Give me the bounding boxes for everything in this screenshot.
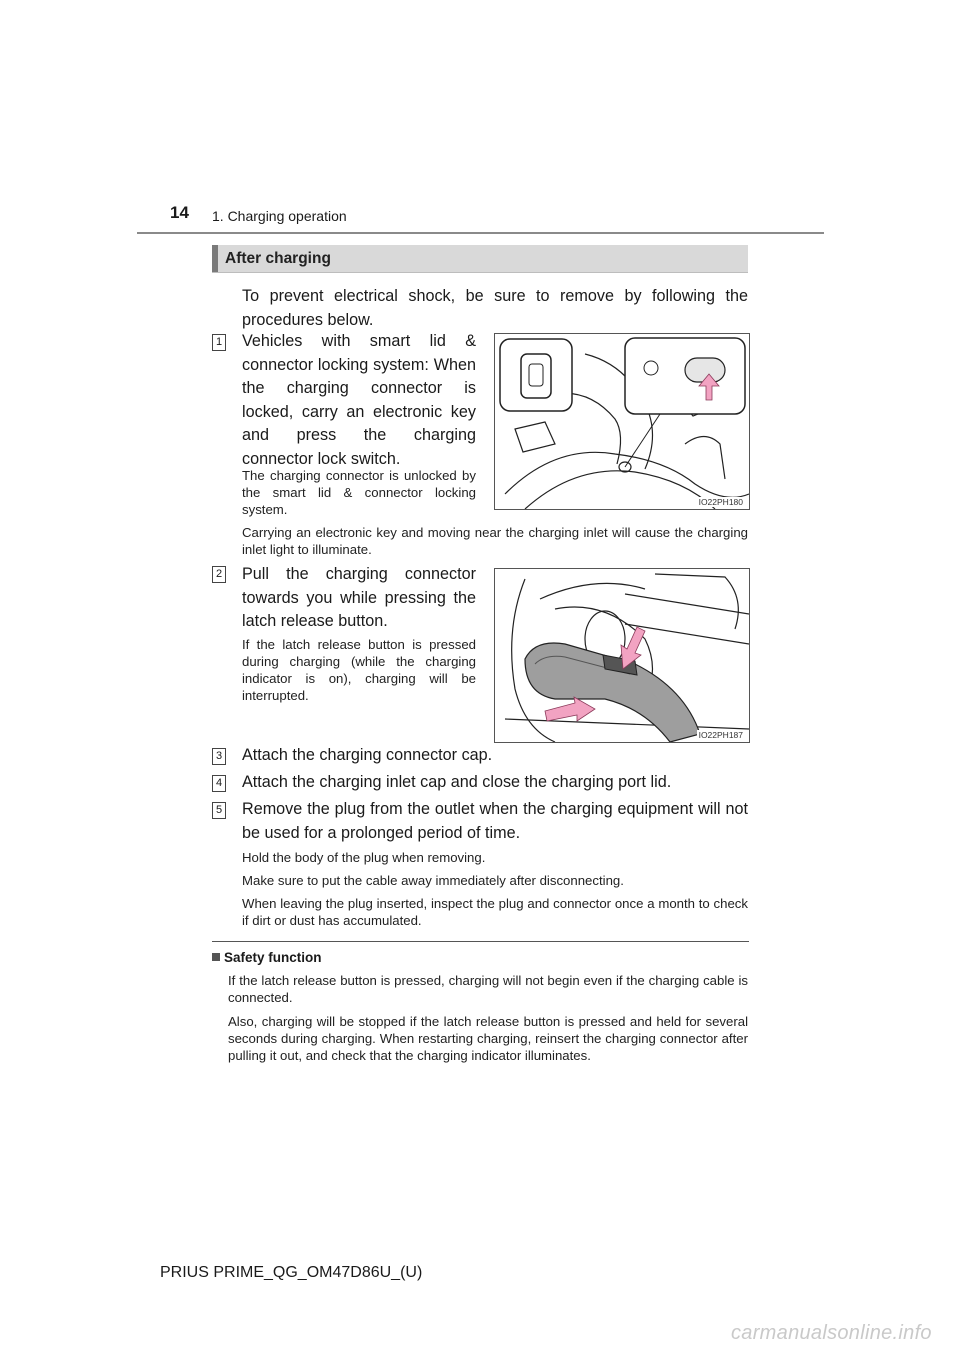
- safety-title: Safety function: [224, 950, 322, 965]
- step-5-note: Make sure to put the cable away immediately after disconnecting.: [242, 873, 624, 888]
- step-5-note: When leaving the plug inserted, inspect the plug and connector once a month to check if dirt or dust has accumulated.: [242, 896, 748, 928]
- safety-paragraph: Also, charging will be stopped if the latch release button is pressed and held for several seconds during charging. When restarting charging, reinsert the charging connector after pulling it out, and check that the charging indicator illuminates.: [228, 1014, 748, 1063]
- figure-illustration: [495, 569, 749, 742]
- step-5-note: Hold the body of the plug when removing.: [242, 850, 486, 865]
- step-2-note: If the latch release button is pressed during charging (while the charging indicator is on), charging will be interrupted.: [242, 637, 476, 703]
- footer-doc-code: PRIUS PRIME_QG_OM47D86U_(U): [160, 1264, 423, 1281]
- figure-code: IO22PH180: [698, 497, 743, 507]
- figure-connector-lock-switch: [494, 333, 750, 510]
- figure-pull-connector: [494, 568, 750, 743]
- step-number-box: 5: [212, 802, 226, 819]
- banner-accent-bar: [212, 245, 218, 272]
- step-4-text: Attach the charging inlet cap and close the charging port lid.: [242, 773, 672, 791]
- step-1-text: Vehicles with smart lid & connector locking system: When the charging connector is locked, carry an electronic key and press the charging connector lock switch.: [242, 332, 476, 468]
- step-1-note: The charging connector is unlocked by the smart lid & connector locking system.: [242, 468, 476, 517]
- safety-paragraph: If the latch release button is pressed, charging will not begin even if the charging cable is connected.: [228, 973, 748, 1005]
- step-number-box: 4: [212, 775, 226, 792]
- square-bullet-icon: [212, 953, 220, 961]
- step-3-text: Attach the charging connector cap.: [242, 746, 493, 764]
- step-1-extra-note: Carrying an electronic key and moving near the charging inlet will cause the charging inlet light to illuminate.: [242, 525, 748, 557]
- step-number-box: 2: [212, 566, 226, 583]
- banner-title: After charging: [225, 250, 331, 267]
- intro-paragraph: To prevent electrical shock, be sure to remove by following the procedures below.: [242, 287, 748, 329]
- header-rule: [137, 232, 824, 234]
- safety-heading: [212, 950, 322, 965]
- section-divider: [212, 941, 749, 942]
- step-number-box: 1: [212, 334, 226, 351]
- figure-illustration: [495, 334, 749, 509]
- section-title: 1. Charging operation: [212, 208, 347, 224]
- page-number: 14: [170, 203, 189, 222]
- step-number-box: 3: [212, 748, 226, 765]
- figure-code: IO22PH187: [698, 730, 743, 740]
- section-banner: [212, 245, 748, 273]
- watermark: carmanualsonline.info: [731, 1322, 932, 1344]
- step-2-text: Pull the charging connector towards you while pressing the latch release button.: [242, 565, 476, 630]
- step-5-text: Remove the plug from the outlet when the charging equipment will not be used for a prolonged period of time.: [242, 800, 748, 842]
